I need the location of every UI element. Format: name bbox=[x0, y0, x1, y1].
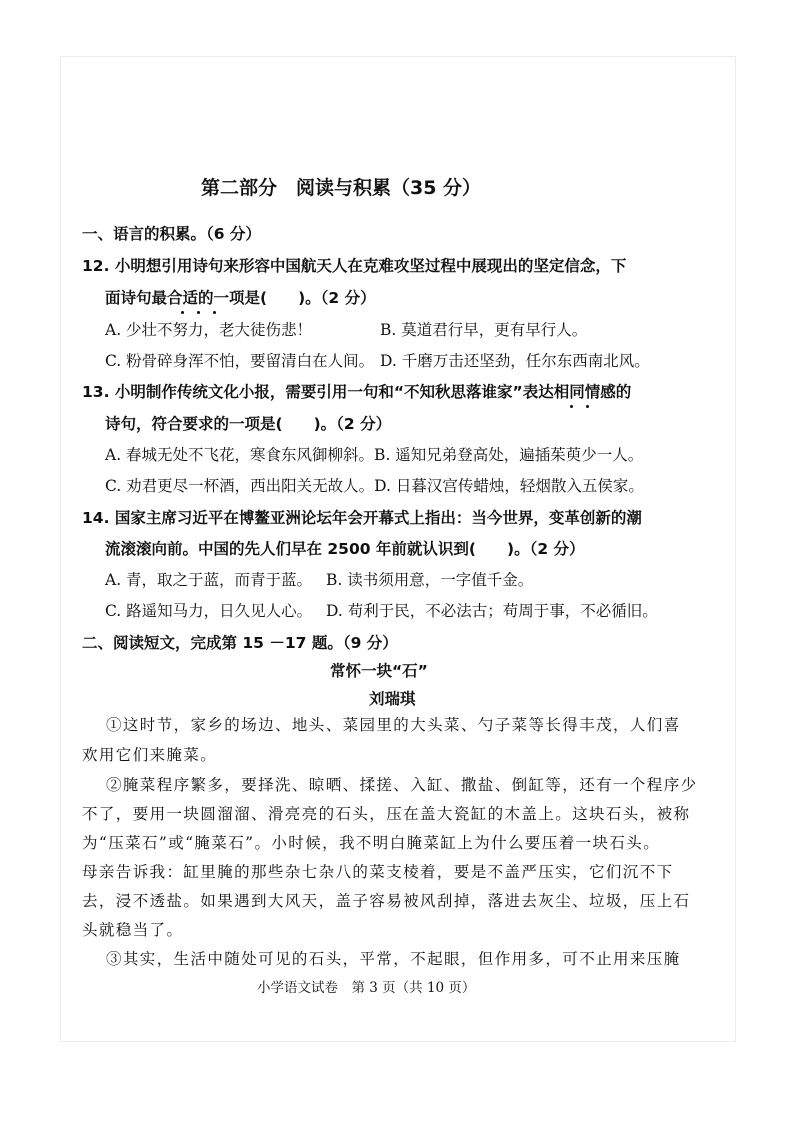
question-14-line-2: 流滚滚向前。中国的先人们早在 2500 年前就认识到( )。（2 分） bbox=[105, 540, 585, 558]
question-13-line-2: 诗句，符合要求的一项是( )。（2 分） bbox=[105, 415, 392, 433]
question-12-option-b: B. 莫道君行早，更有早行人。 bbox=[380, 321, 588, 339]
article-title: 常怀一块“石” bbox=[330, 662, 428, 680]
question-14-option-b: B. 读书须用意，一字值千金。 bbox=[326, 571, 534, 589]
page-footer: 小学语文试卷 第 3 页（共 10 页） bbox=[257, 980, 476, 996]
question-14-option-d: D. 苟利于民，不必法古；苟周于事，不必循旧。 bbox=[326, 602, 658, 620]
question-12-option-a: A. 少壮不努力，老大徒伤悲！ bbox=[105, 321, 313, 339]
emphasis-dot bbox=[570, 405, 573, 408]
section-heading-1: 一、语言的积累。（6 分） bbox=[82, 225, 261, 243]
question-12-option-d: D. 千磨万击还坚劲，任尔东西南北风。 bbox=[380, 352, 650, 370]
article-line: 欢用它们来腌菜。 bbox=[82, 746, 218, 764]
emphasis-dot bbox=[181, 311, 184, 314]
article-author: 刘瑞琪 bbox=[369, 690, 416, 708]
section-heading-2: 二、阅读短文，完成第 15 －17 题。（9 分） bbox=[82, 634, 398, 652]
article-line: ③其实，生活中随处可见的石头，平常，不起眼，但作用多，可不止用来压腌 bbox=[106, 950, 681, 968]
emphasis-dot bbox=[213, 311, 216, 314]
question-13-options-ab: A. 春城无处不飞花，寒食东风御柳斜。B. 遥知兄弟登高处，遍插茱萸少一人。 bbox=[105, 446, 644, 464]
question-14-line-1: 14. 国家主席习近平在博鳌亚洲论坛年会开幕式上指出：当今世界，变革创新的潮 bbox=[82, 509, 642, 527]
article-line: ②腌菜程序繁多，要择洗、晾晒、揉搓、入缸、撒盐、倒缸等，还有一个程序少 bbox=[106, 776, 698, 794]
article-line: 去，浸不透盐。如果遇到大风天，盖子容易被风刮掉，落进去灰尘、垃圾，压上石 bbox=[82, 892, 691, 910]
question-13-options-cd: C. 劝君更尽一杯酒，西出阳关无故人。D. 日暮汉宫传蜡烛，轻烟散入五侯家。 bbox=[105, 477, 644, 495]
article-line: 头就稳当了。 bbox=[82, 921, 184, 939]
article-line: 为“压菜石”或“腌菜石”。小时候，我不明白腌菜缸上为什么要压着一块石头。 bbox=[82, 834, 661, 852]
question-12-option-c: C. 粉骨碎身浑不怕，要留清白在人间。 bbox=[105, 352, 375, 370]
emphasis-dot bbox=[197, 311, 200, 314]
article-line: ①这时节，家乡的场边、地头、菜园里的大头菜、勺子菜等长得丰茂，人们喜 bbox=[106, 716, 681, 734]
page-title: 第二部分 阅读与积累（35 分） bbox=[201, 177, 482, 199]
question-13-line-1: 13. 小明制作传统文化小报，需要引用一句和“不知秋思落谁家”表达相同情感的 bbox=[82, 383, 632, 401]
question-14-option-c: C. 路遥知马力，日久见人心。 bbox=[105, 602, 313, 620]
question-12-line-2: 面诗句最合适的一项是( )。（2 分） bbox=[105, 289, 376, 307]
article-line: 母亲告诉我：缸里腌的那些杂七杂八的菜支棱着，要是不盖严压实，它们沉不下 bbox=[82, 863, 674, 881]
question-14-option-a: A. 青，取之于蓝，而青于蓝。 bbox=[105, 571, 313, 589]
article-line: 不了，要用一块圆溜溜、滑亮亮的石头，压在盖大瓷缸的木盖上。这块石头，被称 bbox=[82, 805, 691, 823]
question-12-line-1: 12. 小明想引用诗句来形容中国航天人在克难攻坚过程中展现出的坚定信念，下 bbox=[82, 257, 627, 275]
emphasis-dot bbox=[586, 405, 589, 408]
